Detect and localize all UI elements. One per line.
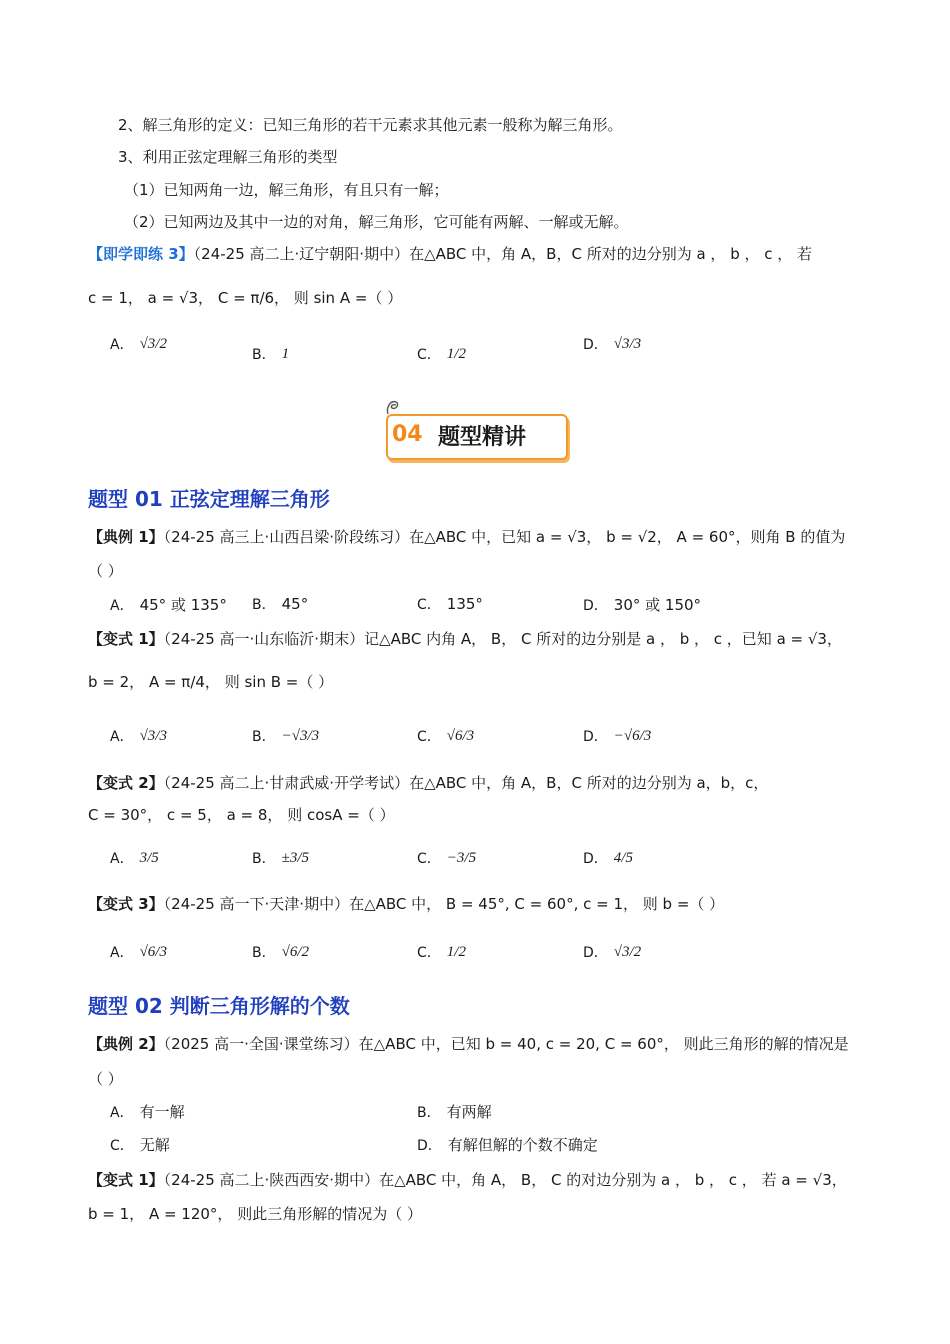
variant-1-option-b[interactable] bbox=[252, 726, 319, 746]
option-value: 有解但解的个数不确定 bbox=[447, 1136, 598, 1154]
variant-1-option-a[interactable] bbox=[110, 726, 167, 746]
option-value: −3/5 bbox=[446, 849, 477, 866]
practice-3-option-c[interactable] bbox=[417, 344, 466, 364]
example-2-text: （2025 高一·全国·课堂练习）在△ABC 中，已知 b = 40, c = 20, C = 60°， 则此三角形的解的情况是 bbox=[163, 1035, 849, 1053]
practice-3-conditions: c = 1， a = √3， C = π/6， 则 sin A =（ ） bbox=[88, 289, 403, 307]
option-letter: B． bbox=[252, 851, 276, 867]
practice-3-question bbox=[88, 243, 812, 265]
example-2-option-c[interactable] bbox=[110, 1134, 170, 1155]
section-2-variant-1-text: （24-25 高二上·陕西西安·期中）在△ABC 中，角 A， B， C 的对边分别为 a ， b ， c ， 若 a = √3， bbox=[163, 1171, 847, 1189]
option-letter: B． bbox=[252, 945, 276, 961]
option-value: 45° bbox=[281, 595, 309, 613]
option-letter: C． bbox=[417, 945, 441, 961]
option-value: 3/5 bbox=[139, 849, 159, 866]
practice-3-option-d[interactable] bbox=[583, 334, 641, 354]
variant-3-question bbox=[88, 893, 724, 915]
section-2-variant-1-conditions: b = 1， A = 120°， 则此三角形解的情况为（ ） bbox=[88, 1205, 422, 1223]
example-2-blank: （ ） bbox=[88, 1070, 123, 1088]
intro-line-2: 3、利用正弦定理解三角形的类型 bbox=[118, 148, 338, 166]
option-value: √6/3 bbox=[139, 943, 167, 960]
option-letter: D． bbox=[583, 945, 608, 961]
variant-1-text: （24-25 高一·山东临沂·期末）记△ABC 内角 A， B， C 所对的边分别是 a ， b ， c ，已知 a = √3， bbox=[163, 630, 842, 648]
option-letter: A． bbox=[110, 729, 134, 745]
variant-2-option-c[interactable] bbox=[417, 848, 476, 868]
option-value: √3/2 bbox=[139, 335, 167, 352]
variant-1-conditions: b = 2， A = π/4， 则 sin B =（ ） bbox=[88, 673, 334, 691]
option-letter: A． bbox=[110, 597, 134, 614]
example-1-blank: （ ） bbox=[88, 562, 123, 580]
variant-2-option-a[interactable] bbox=[110, 848, 159, 868]
option-value: 1/2 bbox=[446, 943, 466, 960]
example-1-tag: 【典例 1】 bbox=[88, 528, 164, 546]
option-letter: D． bbox=[583, 337, 608, 353]
example-2-tag: 【典例 2】 bbox=[88, 1035, 164, 1053]
example-1-question bbox=[88, 526, 845, 548]
option-value: ±3/5 bbox=[281, 849, 310, 866]
intro-line-3: （1）已知两角一边，解三角形，有且只有一解； bbox=[124, 181, 449, 199]
option-value: 1 bbox=[281, 345, 290, 362]
option-letter: A． bbox=[110, 851, 134, 867]
option-value: 45° 或 135° bbox=[139, 596, 227, 614]
variant-2-option-d[interactable] bbox=[583, 848, 633, 868]
option-value: 4/5 bbox=[613, 849, 633, 866]
section-2-variant-1-question bbox=[88, 1169, 847, 1191]
option-letter: B． bbox=[252, 729, 276, 745]
option-letter: D． bbox=[417, 1137, 442, 1154]
example-1-option-a[interactable] bbox=[110, 594, 227, 615]
option-letter: C． bbox=[417, 851, 441, 867]
practice-3-source: （24-25 高二上·辽宁朝阳·期中）在△ABC 中，角 A，B，C 所对的边分别为 a ， b ， c ， 若 bbox=[193, 245, 813, 263]
variant-2-conditions: C = 30°， c = 5， a = 8， 则 cosA =（ ） bbox=[88, 806, 395, 824]
variant-1-option-c[interactable] bbox=[417, 726, 474, 746]
variant-3-option-b[interactable] bbox=[252, 942, 309, 962]
section-2-variant-1-tag: 【变式 1】 bbox=[88, 1171, 164, 1189]
option-letter: B． bbox=[252, 597, 276, 613]
option-value: 30° 或 150° bbox=[613, 596, 702, 614]
example-2-question bbox=[88, 1033, 849, 1055]
example-1-text: （24-25 高三上·山西吕梁·阶段练习）在△ABC 中，已知 a = √3， b = √2， A = 60°，则角 B 的值为 bbox=[163, 528, 846, 546]
variant-3-option-a[interactable] bbox=[110, 942, 167, 962]
variant-1-option-d[interactable] bbox=[583, 726, 651, 746]
variant-3-tag: 【变式 3】 bbox=[88, 895, 164, 913]
banner-number: 04 bbox=[392, 422, 423, 447]
option-value: √6/2 bbox=[281, 943, 310, 960]
variant-2-text: （24-25 高二上·甘肃武威·开学考试）在△ABC 中，角 A，B，C 所对的边分别为 a，b，c， bbox=[163, 774, 769, 792]
option-letter: A． bbox=[110, 1104, 134, 1121]
section-2-heading: 题型 02 判断三角形解的个数 bbox=[88, 994, 350, 1018]
option-letter: D． bbox=[583, 729, 608, 745]
option-value: 1/2 bbox=[446, 345, 466, 362]
variant-1-tag: 【变式 1】 bbox=[88, 630, 164, 648]
option-value: √3/3 bbox=[139, 727, 167, 744]
option-value: 有一解 bbox=[139, 1103, 185, 1121]
practice-3-option-a[interactable] bbox=[110, 334, 167, 354]
option-value: 有两解 bbox=[446, 1103, 492, 1121]
option-letter: C． bbox=[417, 729, 441, 745]
example-1-option-b[interactable] bbox=[252, 594, 308, 614]
variant-1-question bbox=[88, 628, 842, 650]
option-letter: A． bbox=[110, 945, 134, 961]
variant-2-tag: 【变式 2】 bbox=[88, 774, 164, 792]
option-value: 135° bbox=[446, 595, 483, 613]
banner-title: 题型精讲 bbox=[438, 425, 527, 450]
option-letter: B． bbox=[417, 1104, 441, 1121]
intro-line-4: （2）已知两边及其中一边的对角，解三角形，它可能有两解、一解或无解。 bbox=[124, 213, 629, 231]
example-2-option-b[interactable] bbox=[417, 1101, 492, 1122]
option-value: −√3/3 bbox=[281, 727, 320, 744]
option-letter: C． bbox=[110, 1137, 134, 1154]
example-1-option-d[interactable] bbox=[583, 594, 701, 615]
practice-3-tag: 【即学即练 3】 bbox=[88, 245, 194, 263]
option-letter: B． bbox=[252, 347, 276, 363]
option-value: √6/3 bbox=[446, 727, 475, 744]
option-value: √3/2 bbox=[613, 943, 642, 960]
option-value: √3/3 bbox=[613, 335, 642, 352]
practice-3-option-b[interactable] bbox=[252, 344, 289, 364]
option-letter: A． bbox=[110, 337, 134, 353]
variant-3-option-d[interactable] bbox=[583, 942, 641, 962]
variant-3-text: （24-25 高一下·天津·期中）在△ABC 中， B = 45°, C = 60°, c = 1， 则 b =（ ） bbox=[163, 895, 725, 913]
intro-line-1: 2、解三角形的定义：已知三角形的若干元素求其他元素一般称为解三角形。 bbox=[118, 116, 623, 134]
example-2-option-d[interactable] bbox=[417, 1134, 598, 1155]
section-banner bbox=[386, 410, 568, 460]
option-value: 无解 bbox=[139, 1136, 170, 1154]
variant-2-option-b[interactable] bbox=[252, 848, 309, 868]
variant-3-option-c[interactable] bbox=[417, 942, 466, 962]
option-letter: C． bbox=[417, 347, 441, 363]
example-2-option-a[interactable] bbox=[110, 1101, 185, 1122]
option-value: −√6/3 bbox=[613, 727, 652, 744]
option-letter: D． bbox=[583, 597, 608, 614]
variant-2-question bbox=[88, 772, 768, 794]
section-1-heading: 题型 01 正弦定理解三角形 bbox=[88, 487, 330, 511]
option-letter: C． bbox=[417, 597, 441, 613]
option-letter: D． bbox=[583, 851, 608, 867]
example-1-option-c[interactable] bbox=[417, 594, 483, 614]
